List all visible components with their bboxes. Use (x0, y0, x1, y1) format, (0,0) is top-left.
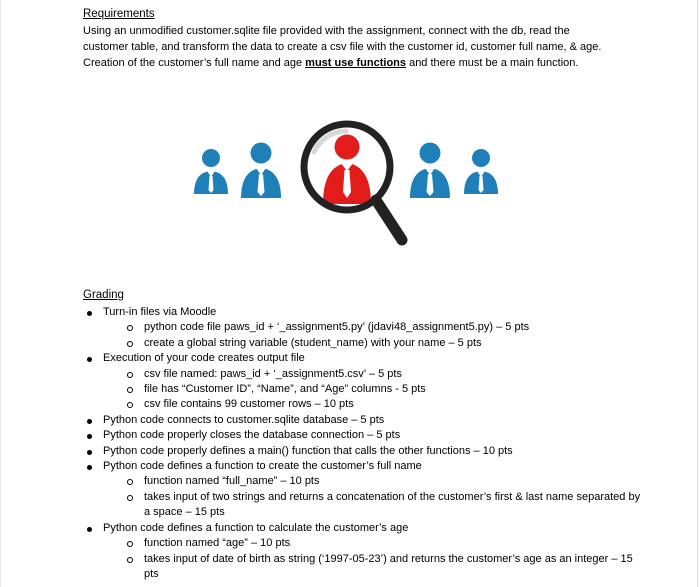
list-sub-item: file has “Customer ID”, “Name”, and “Age” columns - 5 pts (83, 382, 643, 397)
list-item: Execution of your code creates output file (83, 351, 643, 366)
list-item: Python code defines a function to create the customer’s full name (83, 459, 643, 474)
list-sub-item: takes input of two strings and returns a concatenation of the customer’s first & last name separated by a space – 15 pts (83, 490, 643, 521)
list-item: Python code defines a function to calculate the customer’s age (83, 521, 643, 536)
list-item: Python code properly defines a main() function that calls the other functions – 10 pts (83, 444, 643, 459)
requirements-emphasis: must use functions (305, 57, 407, 69)
list-sub-item: python code file paws_id + ‘_assignment5.py’ (jdavi48_assignment5.py) – 5 pts (83, 320, 643, 335)
page-border-right (697, 0, 698, 587)
list-sub-item: csv file contains 99 customer rows – 10 pts (83, 397, 643, 412)
list-sub-item: create a global string variable (student_name) with your name – 5 pts (83, 336, 643, 351)
list-sub-item: function named “age” – 10 pts (83, 536, 643, 551)
grading-list (83, 305, 643, 582)
list-sub-item: takes input of date of birth as string (‘1997-05-23’) and returns the customer’s age as an integer – 15 pts (83, 552, 643, 583)
list-item: Turn-in files via Moodle (83, 305, 643, 320)
grading-heading: Grading (83, 289, 124, 301)
list-item: Python code connects to customer.sqlite database – 5 pts (83, 413, 643, 428)
requirements-paragraph (83, 23, 613, 71)
page-border-left (0, 0, 1, 587)
magnifying-glass-people-icon (190, 112, 510, 262)
list-sub-item: function named “full_name” – 10 pts (83, 474, 643, 489)
requirements-text-after: and there must be a main function. (406, 57, 579, 69)
requirements-text-before: Using an unmodified customer.sqlite file provided with the assignment, connect with the db, read the customer table, and transform the data to create a csv file with the customer id, customer full name, & age. Creation of the customer’s full name and age (83, 25, 602, 69)
list-sub-item: csv file named: paws_id + ‘_assignment5.csv’ – 5 pts (83, 367, 643, 382)
list-item: Python code properly closes the database connection – 5 pts (83, 428, 643, 443)
requirements-heading: Requirements (83, 8, 155, 20)
